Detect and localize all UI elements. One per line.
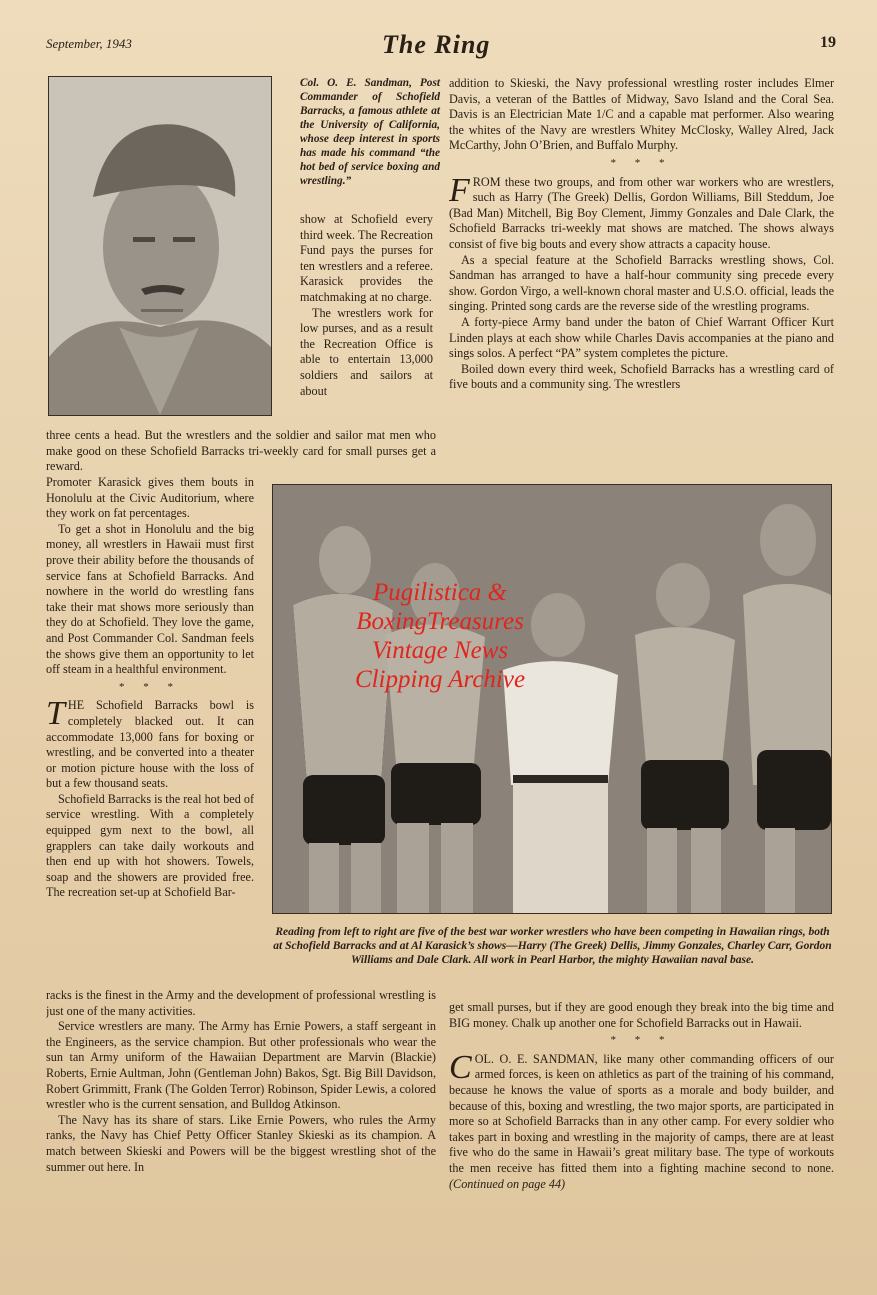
paragraph (449, 1048, 834, 1192)
article-column-left (46, 475, 254, 988)
watermark-line: Pugilistica & (372, 579, 508, 606)
paragraph: addition to Skieski, the Navy professional wrestling roster includes Elmer Davis, a veteran of the Battles of Midway, Savo Island and the Coral Sea. Davis is an Electrician Mate 1/C and a capable mat performer. Also wearing the whites of the Navy are wrestlers Whitey McClosky, Walley Alred, Jack McCarthy, John O’Brien, and Buffalo Murphy. (449, 76, 834, 153)
article-span-lines (46, 428, 436, 476)
wrestlers-group-photo (272, 484, 832, 914)
archive-watermark (320, 578, 560, 694)
paragraph: The Navy has its share of stars. Like Ernie Powers, who rules the Army ranks, the Navy has Chief Petty Officer Stanley Skieski as its champion. A match between Skieski and Powers will be the biggest wrestling shot of the summer out here. In (46, 1112, 436, 1174)
watermark-line: Clipping Archive (354, 666, 526, 693)
group-photo-caption: Reading from left to right are five of the best war worker wrestlers who have been competing in Hawaiian rings, both at Schofield Barracks and at Al Karasick’s shows—Harry (The Greek) Dellis, Jimmy Gonzales, Charley Carr, Gordon Williams and Dale Clark. All work in Pearl Harbor, the mighty Hawaiian naval base. (273, 926, 832, 967)
magazine-title: The Ring (382, 30, 491, 59)
paragraph: A forty-piece Army band under the baton of Chief Warrant Officer Kurt Linden plays at each show while Charles Davis accompanies at the piano and sings solos. A perfect “PA” system completes the picture. (449, 314, 834, 361)
drop-cap: C (449, 1048, 472, 1086)
portrait-caption: Col. O. E. Sandman, Post Commander of Schofield Barracks, a famous athlete at the University of California, whose deep interest in sports has made his command “the hot bed of service boxing and wrestling.” (300, 77, 440, 187)
paragraph: get small purses, but if they are good enough they break into the big time and BIG money. Chalk up another one for Schofield Barracks out in Hawaii. (449, 1000, 834, 1030)
article-column-bottom-right (449, 1000, 834, 1218)
issue-date: September, 1943 (46, 36, 132, 51)
section-divider: * * * (119, 680, 181, 693)
paragraph: Schofield Barracks is the real hot bed of service wrestling. With a completely equipped gym next to the bowl, all grapplers can take daily workouts and then end up with hot showers. Towels, soap and the showers are provided free. The recreation set-up at Schofield Bar- (46, 791, 254, 900)
article-column-bottom-left (46, 988, 436, 1218)
drop-cap: T (46, 695, 65, 733)
drop-cap: F (449, 171, 470, 209)
watermark-line: Vintage News (371, 637, 509, 664)
page-number: 19 (820, 34, 836, 51)
watermark-line: BoxingTreasures (356, 608, 524, 635)
paragraph: Service wrestlers are many. The Army has Ernie Powers, a staff sergeant in the Engineers, as the service champion. But other professionals who wear the sun tan Army uniform of the Hawaiian Department are Marvin (Blackie) Roberts, Ernie Aultman, John (Gentleman John) Bakos, Sgt. Big Bill Davidson, Robert Grimmitt, Frank (The Golden Terror) Robinson, Spider Lewis, a colored wrestler who is the current sensation, and Bulldog Atkinson. (46, 1019, 436, 1112)
section-divider: * * * (610, 1034, 673, 1047)
paragraph: three cents a head. But the wrestlers and the soldier and sailor mat men who make good on these Schofield Barracks tri-weekly card for small purses get a reward. (46, 428, 436, 474)
paragraph: The wrestlers work for low purses, and as a result the Recreation Office is able to entertain 13,000 soldiers and sailors at about (300, 305, 433, 398)
paragraph-text: HE Schofield Barracks bowl is completely blacked out. It can accommodate 13,000 fans for boxing or wrestling, and be converted into a theater or motion picture house with the loss of but a few thousand seats. (46, 698, 254, 791)
paragraph (449, 171, 834, 253)
group-photo-illustration (273, 485, 831, 913)
paragraph: Promoter Karasick gives them bouts in Honolulu at the Civic Auditorium, where they work on fat percentages. (46, 475, 254, 521)
portrait-photo (48, 76, 272, 416)
paragraph: Boiled down every third week, Schofield Barracks has a wrestling card of five bouts and a community sing. The wrestlers (449, 361, 834, 392)
paragraph: As a special feature at the Schofield Barracks wrestling shows, Col. Sandman has arranged to have a half-hour community sing precede every show. Gordon Virgo, a well-known choral master and U.S.O. official, leads the singing. Printed song cards are the reverse side of the wrestling programs. (449, 252, 834, 314)
paragraph-text: OL. O. E. SANDMAN, like many other commanding officers of our armed forces, is keen on athletics as part of the training of his command, because he knows the value of sports as a morale and body builder, and because of this, boxing and wrestling, the two major sports, are participated in more so at Schofield Barracks than in any other camp. For every soldier who takes part in boxing and wrestling in the majority of camps, there are at least five who do the same in Hawaii’s great military base. The type of workouts the men receive has fitted them into a fighting machine second to none. (449, 1051, 834, 1175)
article-column-upper-middle (300, 212, 433, 428)
paragraph: To get a shot in Honolulu and the big money, all wrestlers in Hawaii must first prove their ability before the thousands of service fans at Schofield Barracks. And nowhere in the world do wrestling fans take their mat shows more seriously than they do at Schofield. They love the game, and Post Commander Col. Sandman feels the shows give them an opportunity to let off steam in a healthful environment. (46, 521, 254, 677)
paragraph: racks is the finest in the Army and the development of professional wrestling is just one of the many activities. (46, 988, 436, 1018)
paragraph-text: ROM these two groups, and from other war workers who are wrestlers, such as Harry (The Greek) Dellis, Gordon Williams, Bill Steddum, Joe (Bad Man) Mitchell, Big Boy Clement, Jimmy Gonzales and Dale Clark, the Schofield Barracks tri-weekly mat shows are matched. The shows always consist of five big bouts and every show attracts a capacity house. (449, 174, 834, 251)
portrait-illustration (49, 77, 271, 415)
paragraph: show at Schofield every third week. The Recreation Fund pays the purses for ten wrestlers and a referee. Karasick provides the matchmaking at no charge. (300, 212, 433, 304)
section-divider: * * * (610, 156, 673, 169)
paragraph (46, 695, 254, 792)
continued-notice[interactable]: (Continued on page 44) (449, 1176, 566, 1191)
article-column-right (449, 76, 834, 462)
